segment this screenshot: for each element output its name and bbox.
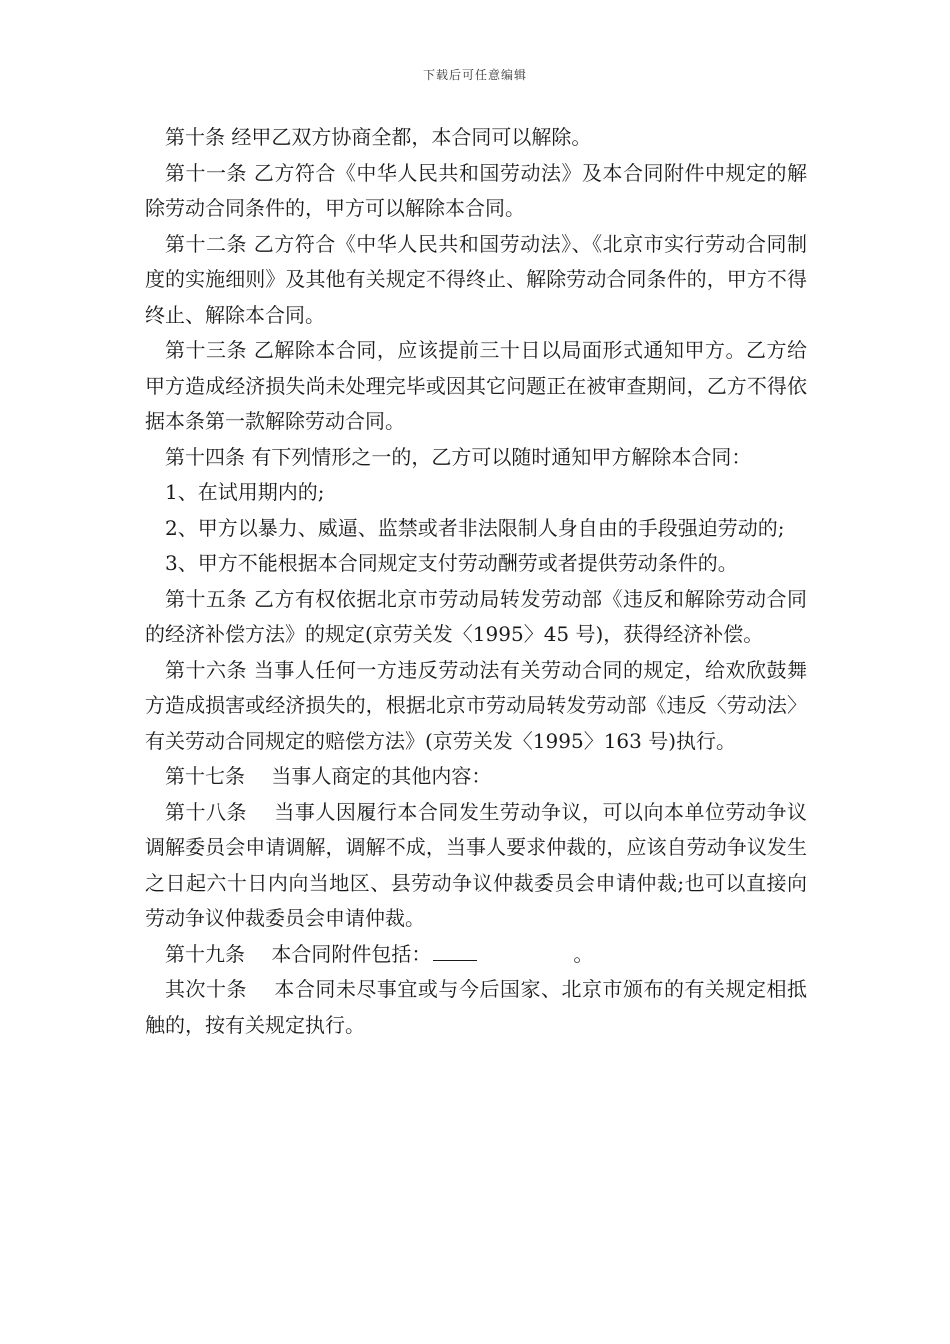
article-14-item-1: 1、在试用期内的;	[165, 480, 325, 504]
article-10: 第十条 经甲乙双方协商全都，本合同可以解除。	[165, 125, 592, 149]
article-14-item-2: 2、甲方以暴力、威逼、监禁或者非法限制人身自由的手段强迫劳动的;	[165, 515, 785, 540]
article-15: 第十五条 乙方有权依据北京市劳动局转发劳动部《违反和解除劳动合同的经济补偿方法》的规定(京劳关发〈1995〉45 号)，获得经济补偿。	[145, 586, 807, 646]
page-header: 下载后可任意编辑	[422, 68, 527, 82]
article-19-end: 。	[573, 941, 594, 966]
article-13: 第十三条 乙解除本合同，应该提前三十日以局面形式通知甲方。乙方给甲方造成经济损失尚未处理完毕或因其它问题正在被审查期间，乙方不得依据本条第一款解除劳动合同。	[145, 338, 807, 433]
article-14-item-3: 3、甲方不能根据本合同规定支付劳动酬劳或者提供劳动条件的。	[165, 551, 738, 575]
article-19-text: 第十九条 本合同附件包括：	[165, 941, 432, 966]
article-16: 第十六条 当事人任何一方违反劳动法有关劳动合同的规定，给欢欣鼓舞方造成损害或经济损失的，根据北京市劳动局转发劳动部《违反〈劳动法〉有关劳动合同规定的赔偿方法》(京劳关发〈1995〉163 号)执行。	[145, 657, 807, 753]
article-12: 第十二条 乙方符合《中华人民共和国劳动法》、《北京市实行劳动合同制度的实施细则》及其他有关规定不得终止、解除劳动合同条件的，甲方不得终止、解除本合同。	[145, 231, 807, 327]
article-14: 第十四条 有下列情形之一的，乙方可以随时通知甲方解除本合同：	[165, 444, 752, 469]
article-18: 第十八条 当事人因履行本合同发生劳动争议，可以向本单位劳动争议调解委员会申请调解，调解不成，当事人要求仲裁的，应该自劳动争议发生之日起六十日内向当地区、县劳动争议仲裁委员会申请仲裁;也可以直接向劳动争议仲裁委员会申请仲裁。	[145, 799, 807, 930]
article-19	[145, 937, 807, 973]
article-17: 第十七条 当事人商定的其他内容：	[165, 764, 492, 788]
document-body	[145, 120, 807, 1043]
article-20: 其次十条 本合同未尽事宜或与今后国家、北京市颁布的有关规定相抵触的，按有关规定执行。	[145, 977, 807, 1037]
annex-blank-field	[433, 938, 477, 961]
article-11: 第十一条 乙方符合《中华人民共和国劳动法》及本合同附件中规定的解除劳动合同条件的，甲方可以解除本合同。	[145, 160, 807, 220]
